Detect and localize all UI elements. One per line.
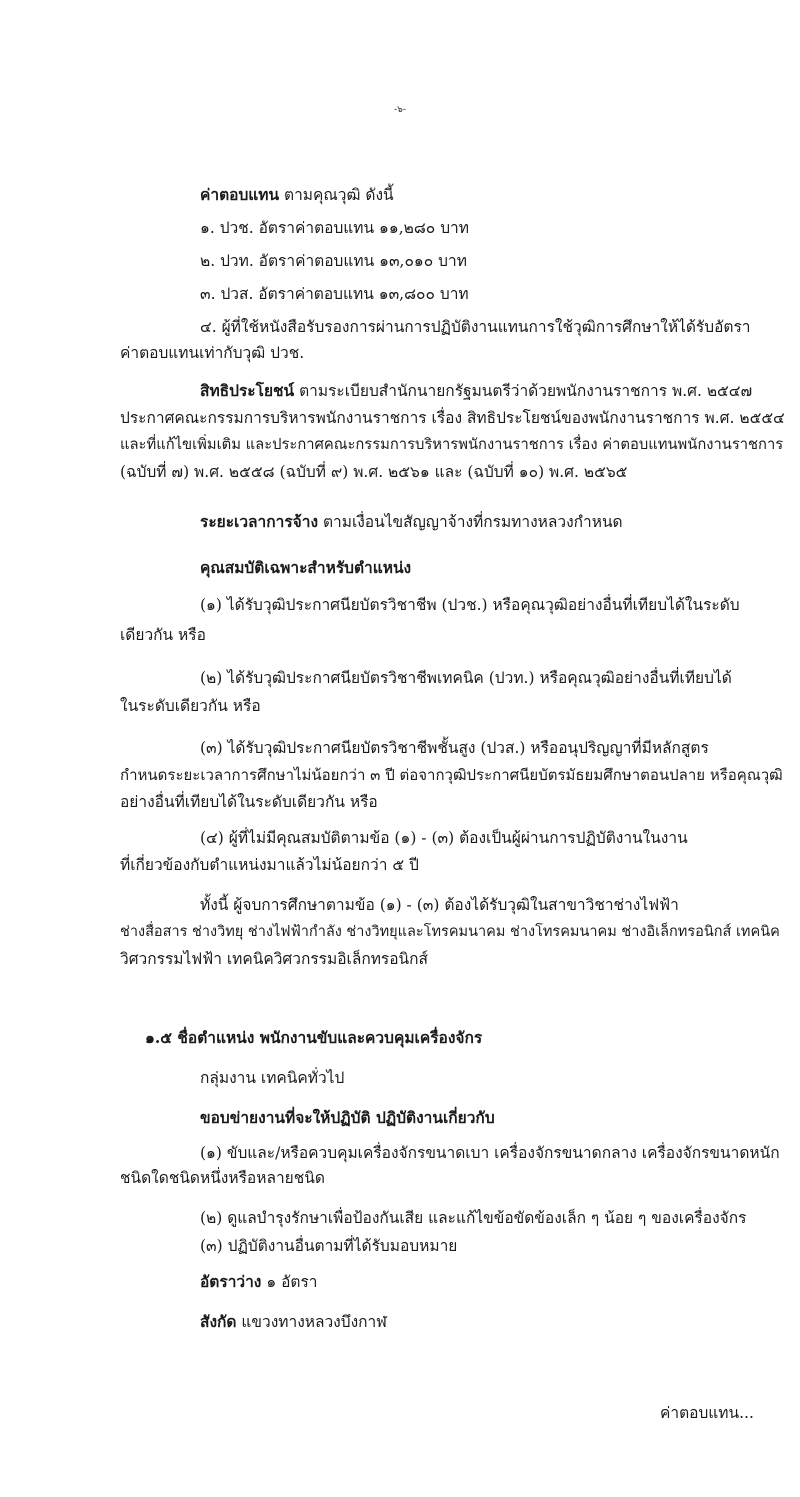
qualification-4-line2: ที่เกี่ยวข้องกับตำแหน่งมาแล้วไม่น้อยกว่า ๕ ปี (120, 856, 419, 874)
scope-heading: ขอบข่ายงานที่จะให้ปฏิบัติ ปฏิบัติงานเกี่ยวกับ (200, 1108, 495, 1127)
qualification-4-line1: (๔) ผู้ที่ไม่มีคุณสมบัติตามข้อ (๑) - (๓) ต้องเป็นผู้ผ่านการปฏิบัติงานในงาน (200, 829, 688, 847)
benefits-line1-rest: ตามระเบียบสำนักนายกรัฐมนตรีว่าด้วยพนักงานราชการ พ.ศ. ๒๕๔๗ (294, 382, 753, 400)
qualification-3-line2: กำหนดระยะเวลาการศึกษาไม่น้อยกว่า ๓ ปี ต่อจากวุฒิประกาศนียบัตรมัธยมศึกษาตอนปลาย หรือคุณวุฒิ (120, 766, 783, 784)
compensation-heading-rest: ตามคุณวุฒิ ดังนี้ (279, 186, 394, 204)
vacancy-value: ๑ อัตรา (261, 1273, 318, 1291)
page-number: -๖- (394, 105, 406, 115)
qualification-3-line1: (๓) ได้รับวุฒิประกาศนียบัตรวิชาชีพชั้นสูง (ปวส.) หรืออนุปริญญาที่มีหลักสูตร (200, 739, 709, 757)
compensation-item-3: ๓. ปวส. อัตราค่าตอบแทน ๑๓,๘๐๐ บาท (200, 285, 469, 303)
compensation-line (200, 185, 394, 205)
benefits-line3: และที่แก้ไขเพิ่มเติม และประกาศคณะกรรมการบริหารพนักงานราชการ เรื่อง ค่าตอบแทนพนักงานราชการ (120, 436, 784, 453)
vacancy-label: อัตราว่าง (200, 1272, 262, 1291)
duty-1-line2: ชนิดใดชนิดหนึ่งหรือหลายชนิด (120, 1169, 325, 1187)
job-group: กลุ่มงาน เทคนิคทั่วไป (200, 1069, 345, 1087)
affiliation-label: สังกัด (200, 1312, 237, 1331)
vacancy-line (200, 1272, 318, 1292)
qualification-3-line3: อย่างอื่นที่เทียบได้ในระดับเดียวกัน หรือ (120, 793, 378, 811)
compensation-item-2: ๒. ปวท. อัตราค่าตอบแทน ๑๓,๐๑๐ บาท (200, 252, 467, 270)
compensation-item-1: ๑. ปวช. อัตราค่าตอบแทน ๑๑,๒๘๐ บาท (200, 219, 469, 237)
duty-1-line1: (๑) ขับและ/หรือควบคุมเครื่องจักรขนาดเบา เครื่องจักรขนาดกลาง เครื่องจักรขนาดหนัก (200, 1144, 780, 1162)
qualification-2-line1: (๒) ได้รับวุฒิประกาศนียบัตรวิชาชีพเทคนิค (ปวท.) หรือคุณวุฒิอย่างอื่นที่เทียบได้ (200, 669, 732, 687)
field-note-line2: ช่างสื่อสาร ช่างวิทยุ ช่างไฟฟ้ากำลัง ช่างวิทยุและโทรคมนาคม ช่างโทรคมนาคม ช่างอิเล็กทรอนิกส์ เทคนิค (120, 924, 780, 940)
benefits-line1 (200, 381, 752, 401)
duty-3: (๓) ปฏิบัติงานอื่นตามที่ได้รับมอบหมาย (200, 1237, 458, 1255)
continuation-text: ค่าตอบแทน... (660, 1404, 754, 1422)
compensation-item-4-line2: ค่าตอบแทนเท่ากับวุฒิ ปวช. (120, 344, 305, 362)
qualifications-heading: คุณสมบัติเฉพาะสำหรับตำแหน่ง (200, 558, 412, 577)
affiliation-value: แขวงทางหลวงบึงกาฬ (236, 1313, 387, 1331)
qualification-2-line2: ในระดับเดียวกัน หรือ (120, 697, 261, 715)
benefits-line4: (ฉบับที่ ๗) พ.ศ. ๒๕๕๘ (ฉบับที่ ๙) พ.ศ. ๒๕๖๑ และ (ฉบับที่ ๑๐) พ.ศ. ๒๕๖๕ (120, 463, 628, 481)
benefits-line2: ประกาศคณะกรรมการบริหารพนักงานราชการ เรื่อง สิทธิประโยชน์ของพนักงานราชการ พ.ศ. ๒๕๕๔ (120, 409, 785, 427)
affiliation-line (200, 1312, 387, 1332)
compensation-item-4-line1: ๔. ผู้ที่ใช้หนังสือรับรองการผ่านการปฏิบัติงานแทนการใช้วุฒิการศึกษาให้ได้รับอัตรา (200, 318, 751, 336)
compensation-heading: ค่าตอบแทน (200, 185, 280, 204)
field-note-line1: ทั้งนี้ ผู้จบการศึกษาตามข้อ (๑) - (๓) ต้องได้รับวุฒิในสาขาวิชาช่างไฟฟ้า (200, 896, 679, 914)
employment-period-line (200, 512, 623, 532)
qualification-1-line2: เดียวกัน หรือ (120, 626, 206, 644)
position-title: ๑.๕ ชื่อตำแหน่ง พนักงานขับและควบคุมเครื่องจักร (145, 1028, 483, 1047)
field-note-line3: วิศวกรรมไฟฟ้า เทคนิควิศวกรรมอิเล็กทรอนิกส์ (120, 950, 429, 968)
duty-2: (๒) ดูแลบำรุงรักษาเพื่อป้องกันเสีย และแก้ไขข้อขัดข้องเล็ก ๆ น้อย ๆ ของเครื่องจักร (200, 1209, 747, 1227)
employment-period-heading: ระยะเวลาการจ้าง (200, 512, 319, 531)
benefits-heading: สิทธิประโยชน์ (200, 381, 295, 400)
employment-period-rest: ตามเงื่อนไขสัญญาจ้างที่กรมทางหลวงกำหนด (318, 513, 623, 531)
qualification-1-line1: (๑) ได้รับวุฒิประกาศนียบัตรวิชาชีพ (ปวช.) หรือคุณวุฒิอย่างอื่นที่เทียบได้ในระดับ (200, 596, 740, 614)
